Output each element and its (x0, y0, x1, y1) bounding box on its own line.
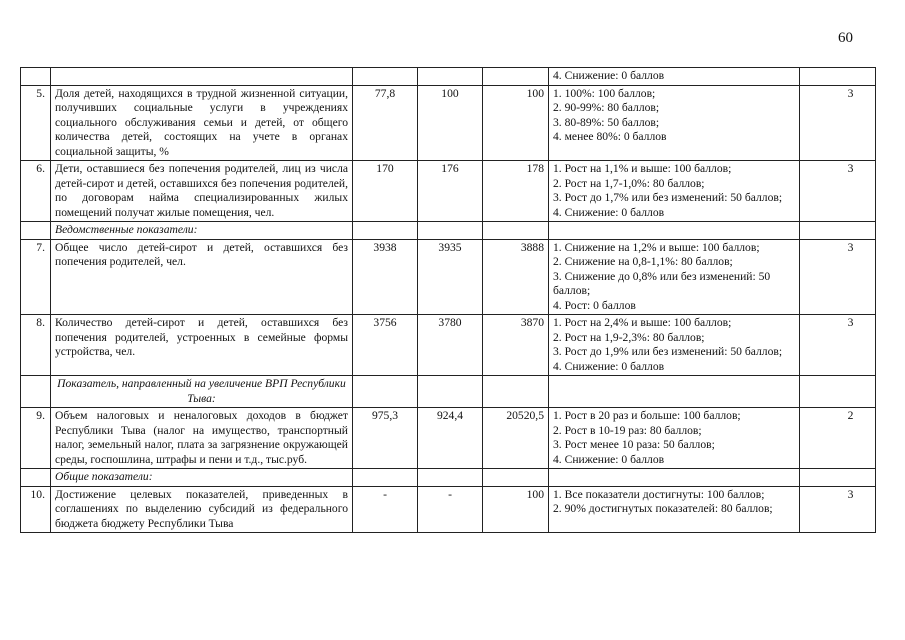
value-current: 178 (483, 161, 549, 222)
section-label: Показатель, направленный на увеличение ВРП Республики Тыва: (51, 376, 353, 408)
scoring-scale-cell (549, 68, 800, 86)
page-number: 60 (838, 30, 853, 46)
empty-cell (483, 376, 549, 408)
empty-cell (51, 68, 353, 86)
scale-item: 4. менее 80%: 0 баллов (553, 130, 667, 143)
scale-item: 3. Рост до 1,9% или без изменений: 50 баллов; (553, 345, 783, 358)
score-value: 3 (800, 486, 876, 533)
scale-item: 3. Рост до 1,7% или без изменений: 50 баллов; (553, 191, 783, 204)
empty-cell (483, 222, 549, 240)
indicator-description: Достижение целевых показателей, приведенных в соглашениях по выделению субсидий из федерального бюджета бюджету Республики Тыва (51, 486, 353, 533)
indicator-description: Общее число детей-сирот и детей, оставшихся без попечения родителей, чел. (51, 239, 353, 315)
value-base: 3938 (353, 239, 418, 315)
value-current: 3888 (483, 239, 549, 315)
empty-cell (353, 68, 418, 86)
empty-cell (483, 68, 549, 86)
scale-item: 4. Снижение: 0 баллов (553, 205, 665, 219)
section-header-row (21, 376, 876, 408)
empty-cell (418, 469, 483, 487)
indicator-description: Доля детей, находящихся в трудной жизненной ситуации, получивших социальные услуги в учреждениях социального обслуживания семьи и детей, от общего количества детей, состоящих на учете в органах социальной защиты, % (51, 85, 353, 161)
scoring-scale-cell (549, 486, 800, 533)
table-row (21, 85, 876, 161)
empty-cell (800, 222, 876, 240)
empty-cell (549, 222, 800, 240)
row-number: 8. (21, 315, 51, 376)
empty-cell (800, 469, 876, 487)
section-label: Ведомственные показатели: (51, 222, 353, 240)
value-previous: 3780 (418, 315, 483, 376)
empty-cell (800, 376, 876, 408)
empty-cell (418, 376, 483, 408)
indicator-description: Объем налоговых и неналоговых доходов в бюджет Республики Тыва (налог на имущество, транспортный налог, земельный налог, плата за загрязнение окружающей среды, госпошлина, штрафы и пени и т.д., тыс.руб. (51, 408, 353, 469)
score-value: 3 (800, 85, 876, 161)
empty-cell (21, 469, 51, 487)
value-current: 100 (483, 486, 549, 533)
value-current: 3870 (483, 315, 549, 376)
table-row (21, 486, 876, 533)
indicator-description: Количество детей-сирот и детей, оставшихся без попечения родителей, устроенных в семейные формы устройства, чел. (51, 315, 353, 376)
row-number: 10. (21, 486, 51, 533)
scale-item: 1. Все показатели достигнуты: 100 баллов; (553, 487, 765, 501)
scale-item: 1. 100%: 100 баллов; (553, 86, 656, 100)
table-row (21, 239, 876, 315)
row-number: 6. (21, 161, 51, 222)
value-current: 20520,5 (483, 408, 549, 469)
empty-cell (800, 68, 876, 86)
empty-cell (21, 376, 51, 408)
score-value: 3 (800, 161, 876, 222)
empty-cell (21, 68, 51, 86)
value-current: 100 (483, 85, 549, 161)
scoring-scale-cell (549, 85, 800, 161)
empty-cell (418, 68, 483, 86)
scale-item: 2. Рост на 1,9-2,3%: 80 баллов; (553, 330, 705, 344)
table-row (21, 408, 876, 469)
empty-cell (483, 469, 549, 487)
value-previous: - (418, 486, 483, 533)
value-base: 170 (353, 161, 418, 222)
scale-item: 2. 90-99%: 80 баллов; (553, 101, 660, 114)
scale-item: 4. Снижение: 0 баллов (553, 452, 665, 466)
value-base: 3756 (353, 315, 418, 376)
scale-item: 2. Снижение на 0,8-1,1%: 80 баллов; (553, 255, 733, 268)
scale-item: 1. Снижение на 1,2% и выше: 100 баллов; (553, 240, 760, 254)
scale-item: 3. 80-89%: 50 баллов; (553, 115, 660, 129)
scale-item: 1. Рост на 1,1% и выше: 100 баллов; (553, 162, 732, 175)
value-base: - (353, 486, 418, 533)
scale-item: 2. Рост на 1,7-1,0%: 80 баллов; (553, 176, 705, 190)
empty-cell (549, 376, 800, 408)
value-previous: 3935 (418, 239, 483, 315)
row-number: 9. (21, 408, 51, 469)
table-row-continuation (21, 68, 876, 86)
scoring-scale-cell (549, 161, 800, 222)
value-previous: 100 (418, 85, 483, 161)
row-number: 5. (21, 85, 51, 161)
scale-item: 2. 90% достигнутых показателей: 80 баллов; (553, 502, 773, 515)
value-previous: 176 (418, 161, 483, 222)
indicators-table (20, 67, 876, 533)
scale-item: 1. Рост в 20 раз и больше: 100 баллов; (553, 409, 741, 422)
scale-item: 4. Снижение: 0 баллов (553, 359, 665, 373)
scale-item: 4. Снижение: 0 баллов (553, 69, 665, 82)
value-base: 975,3 (353, 408, 418, 469)
table-row (21, 161, 876, 222)
score-value: 3 (800, 239, 876, 315)
empty-cell (353, 222, 418, 240)
empty-cell (418, 222, 483, 240)
row-number: 7. (21, 239, 51, 315)
score-value: 2 (800, 408, 876, 469)
table-row (21, 315, 876, 376)
scale-item: 3. Снижение до 0,8% или без изменений: 50 баллов; (553, 269, 771, 297)
scale-item: 4. Рост: 0 баллов (553, 298, 636, 312)
empty-cell (549, 469, 800, 487)
scale-item: 3. Рост менее 10 раза: 50 баллов; (553, 438, 715, 451)
value-base: 77,8 (353, 85, 418, 161)
indicator-description: Дети, оставшиеся без попечения родителей, лиц из числа детей-сирот и детей, оставшихся без попечения родителей, по договорам найма специализированных жилых помещений получат жилые помещения, чел. (51, 161, 353, 222)
empty-cell (353, 376, 418, 408)
scoring-scale-cell (549, 239, 800, 315)
value-previous: 924,4 (418, 408, 483, 469)
scale-item: 2. Рост в 10-19 раз: 80 баллов; (553, 423, 702, 437)
scoring-scale-cell (549, 315, 800, 376)
empty-cell (353, 469, 418, 487)
score-value: 3 (800, 315, 876, 376)
section-header-row (21, 222, 876, 240)
scoring-scale-cell (549, 408, 800, 469)
section-label: Общие показатели: (51, 469, 353, 487)
empty-cell (21, 222, 51, 240)
section-header-row (21, 469, 876, 487)
scale-item: 1. Рост на 2,4% и выше: 100 баллов; (553, 316, 732, 329)
